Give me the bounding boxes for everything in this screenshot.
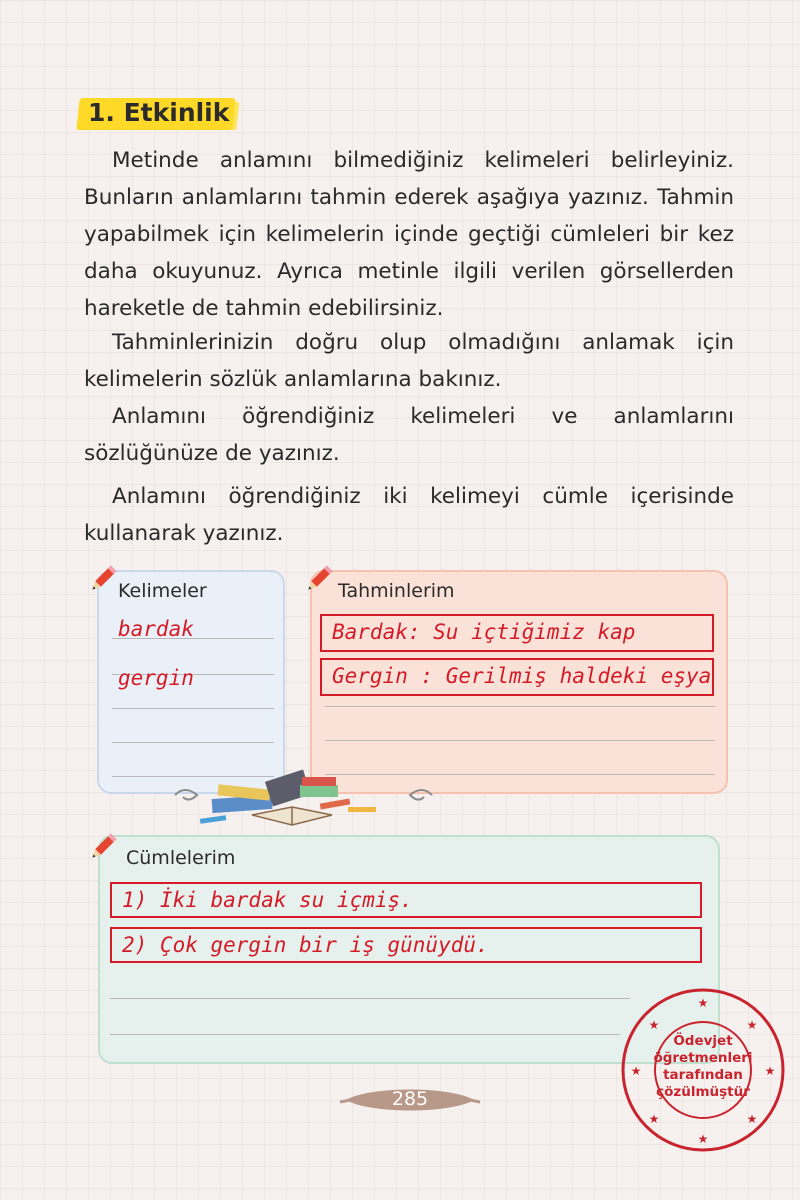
- svg-text:★: ★: [648, 1112, 660, 1126]
- svg-text:★: ★: [648, 1018, 660, 1032]
- pencil-icon: [302, 562, 336, 596]
- svg-text:★: ★: [746, 1112, 758, 1126]
- stamp-text: Ödevjet öğretmenleri tarafından çözülmüştür: [653, 1033, 753, 1100]
- svg-text:★: ★: [697, 996, 709, 1010]
- sentence-entry-1: 1) İki bardak su içmiş.: [122, 888, 413, 912]
- pencil-icon: [86, 830, 120, 864]
- sentences-box-title: Cümlelerim: [126, 847, 236, 869]
- guess-entry-2: Gergin : Gerilmiş haldeki eşya: [332, 664, 712, 688]
- instruction-paragraph-2: Tahminlerinizin doğru olup olmadığını anlamak için kelimelerin sözlük anlamlarına bakınız.: [84, 330, 734, 392]
- stamp-seal: [618, 985, 788, 1155]
- svg-text:★: ★: [746, 1018, 758, 1032]
- svg-text:★: ★: [697, 1132, 709, 1146]
- svg-text:★: ★: [764, 1064, 776, 1078]
- guesses-box-title: Tahminlerim: [338, 580, 455, 602]
- books-illustration: [170, 765, 440, 835]
- word-entry-1: bardak: [118, 617, 194, 641]
- page-number-text: 285: [391, 1088, 429, 1110]
- pencil-icon: [86, 562, 120, 596]
- instruction-paragraph-1: Metinde anlamını bilmediğiniz kelimeleri belirleyiniz. Bunların anlamlarını tahmin ederek aşağıya yazınız. Tahmin yapabilmek için kelimelerin içinde geçtiği cümleleri bir kez daha okuyunuz. Ayrıca metinle ilgili verilen görsellerden hareketle de tahmin edebilirsiniz.: [84, 148, 734, 321]
- word-entry-2: gergin: [118, 666, 194, 690]
- instruction-paragraph-3: Anlamını öğrendiğiniz kelimeleri ve anlamlarını sözlüğünüze de yazınız.: [84, 404, 734, 466]
- page-number: [340, 1080, 480, 1120]
- instruction-paragraph-4: Anlamını öğrendiğiniz iki kelimeyi cümle içerisinde kullanarak yazınız.: [84, 484, 734, 546]
- heading-text: 1. Etkinlik: [88, 98, 230, 127]
- sentence-entry-2: 2) Çok gergin bir iş günüydü.: [122, 933, 489, 957]
- svg-text:★: ★: [630, 1064, 642, 1078]
- guess-entry-1: Bardak: Su içtiğimiz kap: [332, 620, 636, 644]
- words-box-title: Kelimeler: [118, 580, 207, 602]
- activity-heading: [78, 92, 238, 132]
